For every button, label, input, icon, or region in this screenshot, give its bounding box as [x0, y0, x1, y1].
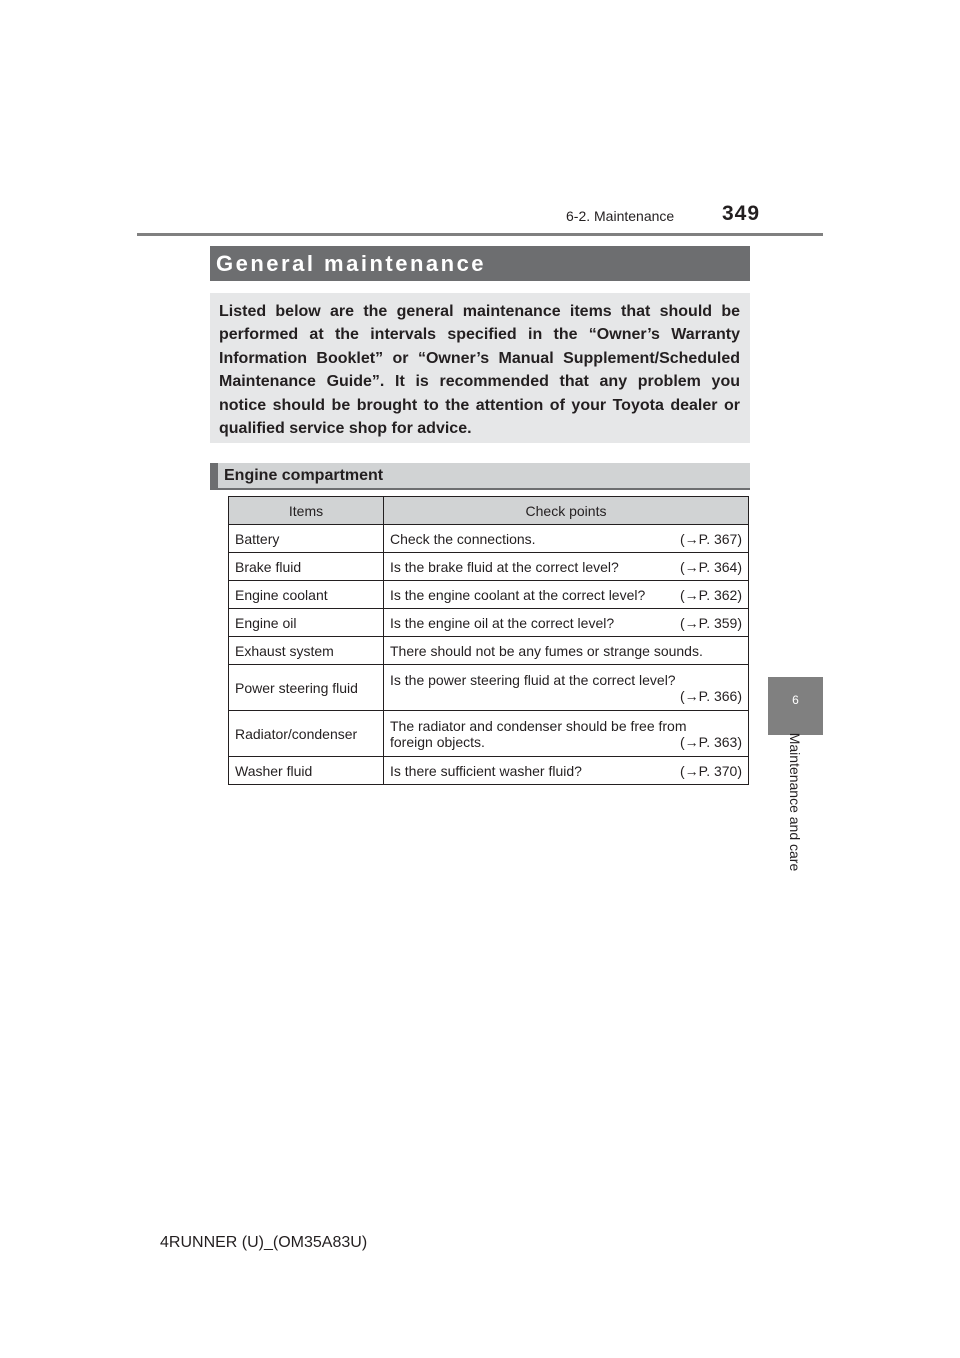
subheading: Engine compartment — [224, 467, 384, 484]
column-header-items: Items — [229, 497, 384, 525]
page-reference[interactable]: (→P. 364) — [680, 558, 742, 575]
item-cell: Battery — [229, 525, 384, 553]
check-text: Is the engine coolant at the correct level? — [390, 586, 646, 603]
check-text: Is the brake fluid at the correct level? — [390, 558, 619, 575]
header-rule — [137, 233, 823, 236]
chapter-number: 6 — [792, 693, 799, 707]
check-text: Is there sufficient washer fluid? — [390, 762, 582, 779]
check-cell — [384, 581, 749, 609]
check-cell — [384, 637, 749, 665]
chapter-label: Maintenance and care — [787, 732, 803, 872]
table-row — [229, 581, 749, 609]
table-row — [229, 525, 749, 553]
table-header-row — [229, 497, 749, 525]
item-cell: Brake fluid — [229, 553, 384, 581]
page-number: 349 — [722, 202, 761, 225]
table-row — [229, 757, 749, 785]
table-row — [229, 637, 749, 665]
check-cell — [384, 553, 749, 581]
check-cell — [384, 525, 749, 553]
item-cell: Radiator/condenser — [229, 711, 384, 757]
table-row — [229, 711, 749, 757]
page-reference[interactable]: (→P. 363) — [680, 733, 742, 750]
subheading-rule — [210, 488, 750, 490]
check-cell — [384, 711, 749, 757]
table-row — [229, 609, 749, 637]
check-cell — [384, 665, 749, 711]
subheading-marker — [210, 463, 218, 488]
item-cell: Power steering fluid — [229, 665, 384, 711]
table-row — [229, 553, 749, 581]
item-cell: Engine coolant — [229, 581, 384, 609]
footer-model-code: 4RUNNER (U)_(OM35A83U) — [160, 1234, 368, 1251]
section-heading: 6-2. Maintenance — [566, 208, 675, 224]
table-row — [229, 665, 749, 711]
check-text: Check the connections. — [390, 530, 536, 547]
check-text-continued: foreign objects. — [390, 733, 485, 750]
item-cell: Engine oil — [229, 609, 384, 637]
check-cell — [384, 609, 749, 637]
check-text: Is the engine oil at the correct level? — [390, 614, 615, 631]
item-cell: Washer fluid — [229, 757, 384, 785]
page-title: General maintenance — [216, 251, 487, 276]
page-reference[interactable]: (→P. 362) — [680, 586, 742, 603]
page-reference[interactable]: (→P. 366) — [680, 687, 742, 704]
check-text: There should not be any fumes or strange sounds. — [390, 642, 703, 659]
check-text: Is the power steering fluid at the correct level? — [390, 671, 676, 688]
check-cell — [384, 757, 749, 785]
maintenance-table — [228, 496, 749, 785]
column-header-check-points: Check points — [384, 497, 749, 525]
item-cell: Exhaust system — [229, 637, 384, 665]
check-text: The radiator and condenser should be free from — [390, 717, 687, 734]
page-reference[interactable]: (→P. 359) — [680, 614, 742, 631]
page-reference[interactable]: (→P. 370) — [680, 762, 742, 779]
intro-text: Listed below are the general maintenance items that should be performed at the intervals specified in the “Owner’s Warranty Information Booklet” or “Owner’s Manual Supplement/Scheduled Maintenance Guide”. It is recommended that any problem you notice should be brought to the attention of your Toyota dealer or qualified service shop for advice. — [219, 303, 740, 438]
page-reference[interactable]: (→P. 367) — [680, 530, 742, 547]
